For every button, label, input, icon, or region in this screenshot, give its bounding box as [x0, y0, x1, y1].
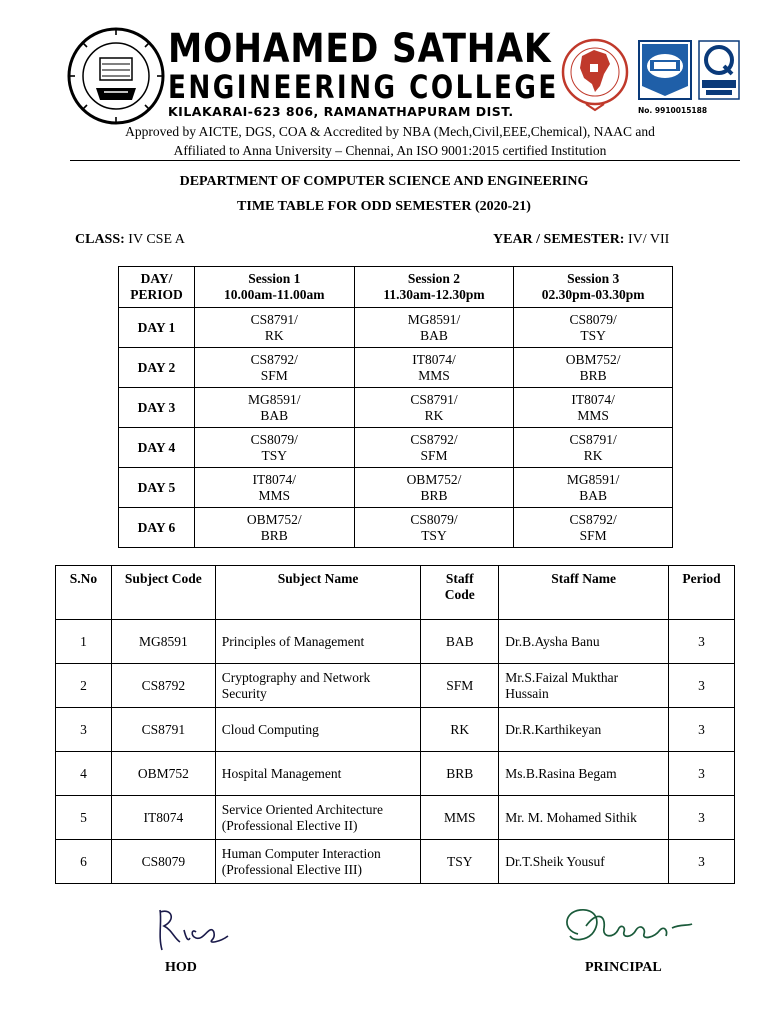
subject-code: CS8792/: [569, 511, 617, 527]
college-name: MOHAMED SATHAK: [168, 26, 552, 72]
period-cell: [514, 388, 673, 428]
class-label: CLASS:: [75, 232, 125, 247]
subject-code: CS8079/: [569, 311, 617, 327]
session-name: Session 2: [407, 271, 461, 286]
period-cell: [514, 308, 673, 348]
department-title: DEPARTMENT OF COMPUTER SCIENCE AND ENGINEERING: [179, 174, 589, 189]
staff-code: RK: [264, 327, 284, 343]
subject-name-line: Principles of Management: [221, 633, 365, 649]
year-semester-label: YEAR / SEMESTER:: [493, 232, 625, 247]
staff-code: TSY: [421, 527, 447, 543]
subject-code: CS8791/: [569, 431, 617, 447]
hod-label: HOD: [165, 960, 197, 975]
table-row: [56, 708, 735, 752]
table-row: [56, 752, 735, 796]
subject-code: CS8791/: [250, 311, 298, 327]
subject-name-line: Service Oriented Architecture: [221, 801, 383, 817]
subject-code-cell: OBM752: [111, 752, 215, 796]
staff-name-line: Dr.T.Sheik Yousuf: [505, 853, 605, 869]
staff-code-cell: BAB: [421, 620, 499, 664]
staff-code: BAB: [579, 487, 608, 503]
staff-code-cell: RK: [421, 708, 499, 752]
timetable-row: [119, 308, 673, 348]
period-cell: [354, 508, 514, 548]
staff-code: TSY: [261, 447, 288, 463]
table-row: [56, 796, 735, 840]
principal-label: PRINCIPAL: [585, 960, 662, 975]
staff-name-header: Staff Name: [499, 566, 669, 620]
subject-code-cell: CS8792: [111, 664, 215, 708]
subjects-header-row: [56, 566, 735, 620]
staff-name-cell: [499, 708, 669, 752]
staff-code-header: [421, 566, 499, 620]
timetable-row: [119, 428, 673, 468]
staff-name-line: Mr.S.Faizal Mukthar: [505, 669, 619, 685]
subject-name-cell: [215, 708, 421, 752]
subject-allocation-table: [55, 565, 735, 884]
session-time: 10.00am-11.00am: [224, 287, 325, 302]
sno-cell: 3: [56, 708, 112, 752]
period-cell: [194, 348, 354, 388]
session-name: Session 3: [567, 271, 620, 286]
staff-code: BAB: [260, 407, 289, 423]
subject-name-cell: [215, 840, 421, 884]
staff-name-line: Dr.B.Aysha Banu: [505, 633, 600, 649]
period-cell: 3: [669, 708, 735, 752]
staff-name-line: Dr.R.Karthikeyan: [505, 721, 602, 737]
subject-code: CS8079/: [250, 431, 298, 447]
college-address: KILAKARAI-623 806, RAMANATHAPURAM DIST.: [168, 104, 514, 119]
hod-signature-icon: [150, 902, 240, 958]
period-cell: [354, 308, 514, 348]
timetable-title: TIME TABLE FOR ODD SEMESTER (2020-21): [237, 199, 531, 214]
period-cell: [194, 428, 354, 468]
staff-code-cell: TSY: [421, 840, 499, 884]
session-time: 02.30pm-03.30pm: [541, 287, 645, 302]
session-name: Session 1: [248, 271, 301, 286]
staff-code: BAB: [420, 327, 448, 343]
subject-name-line: Security: [221, 685, 267, 701]
subject-name-line: (Professional Elective III): [221, 861, 362, 877]
subject-code: MG8591/: [407, 311, 461, 327]
header-text: DAY/: [140, 271, 173, 286]
sno-cell: 4: [56, 752, 112, 796]
period-cell: [194, 508, 354, 548]
staff-code: SFM: [420, 447, 448, 463]
year-semester-value: IV/ VII: [627, 232, 670, 247]
subject-name-cell: [215, 664, 421, 708]
subject-code: OBM752/: [565, 351, 621, 367]
period-cell: [354, 348, 514, 388]
subject-name-line: Cryptography and Network: [221, 669, 371, 685]
session-2-header: [354, 267, 514, 308]
sno-cell: 2: [56, 664, 112, 708]
day-cell: DAY 4: [119, 428, 195, 468]
naac-logo-icon: [560, 34, 630, 116]
timetable-row: [119, 388, 673, 428]
subject-name-line: Hospital Management: [221, 765, 342, 781]
staff-name-line: Hussain: [505, 685, 549, 701]
period-cell: 3: [669, 796, 735, 840]
staff-name-line: Mr. M. Mohamed Sithik: [505, 809, 637, 825]
subject-name-line: (Professional Elective II): [221, 817, 358, 833]
subject-code-header: Subject Code: [111, 566, 215, 620]
period-cell: 3: [669, 840, 735, 884]
table-row: [56, 840, 735, 884]
tuv-sud-logo-icon: [638, 40, 692, 100]
staff-code: SFM: [579, 527, 607, 543]
subject-code: CS8792/: [410, 431, 458, 447]
table-row: [56, 664, 735, 708]
college-name-line2: ENGINEERING COLLEGE: [168, 68, 559, 106]
period-header: Period: [669, 566, 735, 620]
session-time: 11.30am-12.30pm: [383, 287, 485, 302]
day-cell: DAY 2: [119, 348, 195, 388]
day-cell: DAY 6: [119, 508, 195, 548]
staff-name-cell: [499, 796, 669, 840]
staff-code-cell: SFM: [421, 664, 499, 708]
day-cell: DAY 3: [119, 388, 195, 428]
period-cell: [194, 308, 354, 348]
sno-cell: 5: [56, 796, 112, 840]
period-cell: [354, 428, 514, 468]
subject-code: IT8074/: [412, 351, 456, 367]
timetable-row: [119, 468, 673, 508]
staff-code: TSY: [580, 327, 606, 343]
period-cell: [514, 468, 673, 508]
period-cell: 3: [669, 752, 735, 796]
header-text: Code: [444, 587, 475, 602]
subject-code: MG8591/: [566, 471, 620, 487]
nabcb-logo-icon: [698, 40, 740, 100]
period-cell: 3: [669, 620, 735, 664]
day-period-header: [119, 267, 195, 308]
approval-line-1: Approved by AICTE, DGS, COA & Accredited by NBA (Mech,Civil,EEE,Chemical), NAAC and: [125, 124, 655, 139]
sno-header: S.No: [56, 566, 112, 620]
staff-code: BRB: [260, 527, 288, 543]
approval-statement: [40, 122, 740, 160]
staff-code: MMS: [258, 487, 291, 503]
subject-name-header: Subject Name: [215, 566, 421, 620]
class-value: IV CSE A: [128, 232, 185, 247]
staff-code: RK: [424, 407, 444, 423]
staff-code: RK: [583, 447, 603, 463]
staff-name-cell: [499, 620, 669, 664]
staff-code-cell: BRB: [421, 752, 499, 796]
staff-code: BRB: [579, 367, 607, 383]
college-seal-icon: [66, 26, 166, 126]
subject-code-cell: CS8791: [111, 708, 215, 752]
staff-code: MMS: [418, 367, 450, 383]
day-cell: DAY 1: [119, 308, 195, 348]
header-text: PERIOD: [130, 287, 183, 302]
staff-code: BRB: [420, 487, 448, 503]
approval-line-2: Affiliated to Anna University – Chennai, An ISO 9001:2015 certified Institution: [173, 143, 607, 158]
subject-name-line: Human Computer Interaction: [221, 845, 381, 861]
sno-cell: 1: [56, 620, 112, 664]
timetable-grid: [118, 266, 673, 548]
period-cell: [354, 468, 514, 508]
period-cell: [354, 388, 514, 428]
subject-code: IT8074/: [571, 391, 615, 407]
staff-code: SFM: [260, 367, 288, 383]
period-cell: [514, 348, 673, 388]
timetable-row: [119, 508, 673, 548]
subject-code: CS8791/: [410, 391, 458, 407]
timetable-header-row: [119, 267, 673, 308]
subject-code: OBM752/: [246, 511, 302, 527]
period-cell: [514, 428, 673, 468]
subject-code: CS8792/: [250, 351, 298, 367]
period-cell: 3: [669, 664, 735, 708]
timetable-row: [119, 348, 673, 388]
table-row: [56, 620, 735, 664]
header-text: Staff: [445, 571, 474, 586]
year-semester-info: [493, 232, 669, 248]
period-cell: [514, 508, 673, 548]
session-1-header: [194, 267, 354, 308]
subject-name-cell: [215, 620, 421, 664]
subject-name-cell: [215, 752, 421, 796]
staff-name-cell: [499, 664, 669, 708]
class-info: [75, 232, 185, 248]
staff-name-cell: [499, 840, 669, 884]
principal-signature-icon: [556, 900, 696, 954]
day-cell: DAY 5: [119, 468, 195, 508]
certificate-number: No. 9910015188: [638, 106, 708, 115]
session-3-header: [514, 267, 673, 308]
period-cell: [194, 388, 354, 428]
subject-code: MG8591/: [248, 391, 301, 407]
staff-code-cell: MMS: [421, 796, 499, 840]
subject-code: CS8079/: [410, 511, 458, 527]
period-cell: [194, 468, 354, 508]
subject-name-line: Cloud Computing: [221, 721, 319, 737]
subject-name-cell: [215, 796, 421, 840]
subject-code-cell: MG8591: [111, 620, 215, 664]
subject-code: OBM752/: [406, 471, 462, 487]
subject-code-cell: IT8074: [111, 796, 215, 840]
staff-name-line: Ms.B.Rasina Begam: [505, 765, 617, 781]
sno-cell: 6: [56, 840, 112, 884]
staff-code: MMS: [577, 407, 609, 423]
subject-code-cell: CS8079: [111, 840, 215, 884]
header-divider: [70, 160, 740, 161]
staff-name-cell: [499, 752, 669, 796]
subject-code: IT8074/: [252, 471, 297, 487]
